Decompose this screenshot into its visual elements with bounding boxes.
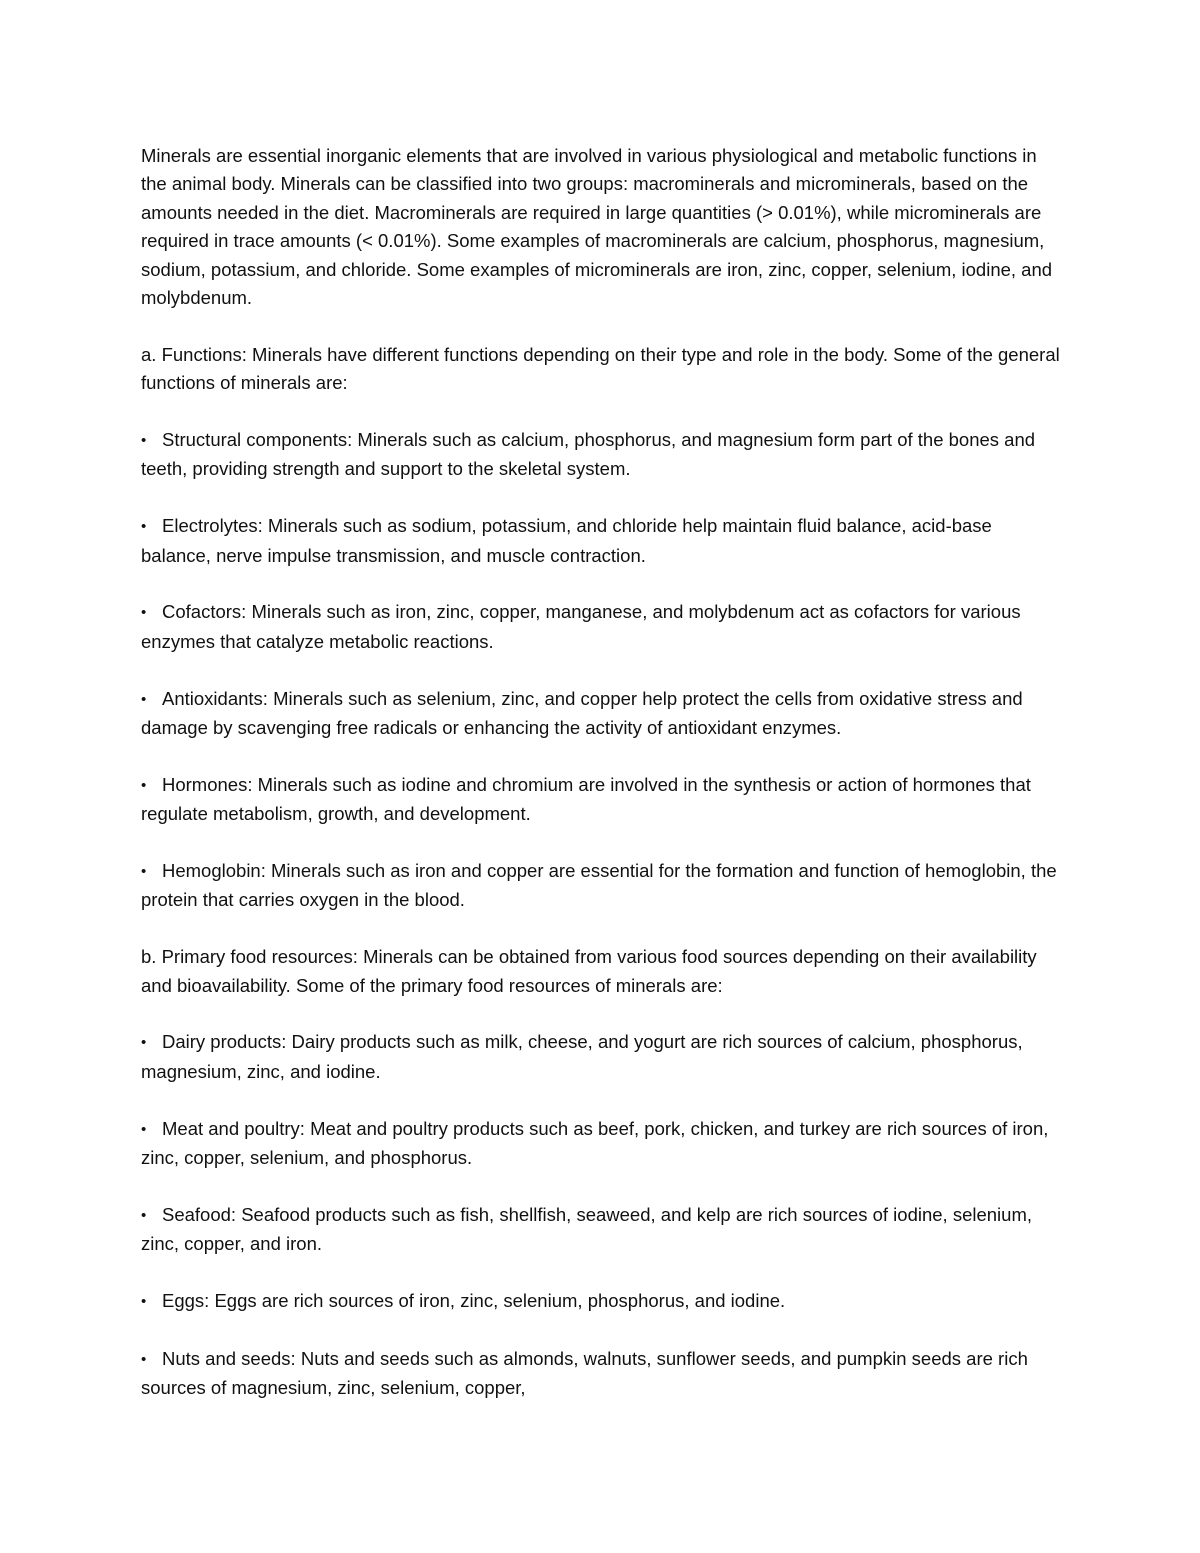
list-item [141, 1115, 1066, 1173]
list-item-text: Cofactors: Minerals such as iron, zinc, copper, manganese, and molybdenum act as cofactors for various enzymes that catalyze metabolic reactions. [141, 601, 1021, 652]
list-item [141, 512, 1066, 570]
bullet-icon: • [141, 1120, 147, 1138]
functions-heading: a. Functions: Minerals have different functions depending on their type and role in the body. Some of the general functions of minerals are: [141, 343, 1060, 394]
bullet-icon: • [141, 776, 147, 794]
list-item-text: Nuts and seeds: Nuts and seeds such as almonds, walnuts, sunflower seeds, and pumpkin seeds are rich sources of magnesium, zinc, selenium, copper, [141, 1347, 1028, 1399]
list-item [141, 1201, 1066, 1259]
bullet-icon: • [141, 1293, 147, 1311]
list-item-text: Hemoglobin: Minerals such as iron and copper are essential for the formation and function of hemoglobin, the protein that carries oxygen in the blood. [141, 860, 1057, 911]
list-item [141, 426, 1066, 484]
bullet-icon: • [141, 518, 147, 536]
list-item-text: Dairy products: Dairy products such as milk, cheese, and yogurt are rich sources of calcium, phosphorus, magnesium, zinc, and iodine. [141, 1031, 1023, 1082]
bullet-icon: • [141, 1206, 147, 1224]
bullet-icon: • [141, 690, 147, 708]
bullet-icon: • [141, 1350, 147, 1368]
bullet-icon: • [141, 604, 147, 622]
list-item-text: Hormones: Minerals such as iodine and chromium are involved in the synthesis or action of hormones that regulate metabolism, growth, and development. [141, 773, 1031, 825]
list-item-text: Electrolytes: Minerals such as sodium, potassium, and chloride help maintain fluid balance, acid-base balance, nerve impulse transmission, and muscle contraction. [141, 515, 992, 566]
list-item-text: Meat and poultry: Meat and poultry products such as beef, pork, chicken, and turkey are rich sources of iron, zinc, copper, selenium, and phosphorus. [141, 1117, 1049, 1169]
list-item-text: Antioxidants: Minerals such as selenium, zinc, and copper help protect the cells from oxidative stress and damage by scavenging free radicals or enhancing the activity of antioxidant enzymes. [141, 687, 1023, 739]
list-item-text: Eggs: Eggs are rich sources of iron, zinc, selenium, phosphorus, and iodine. [162, 1290, 786, 1312]
list-item [141, 1028, 1066, 1086]
list-item [141, 598, 1066, 656]
list-item [141, 857, 1066, 915]
bullet-icon: • [141, 432, 147, 450]
list-item-text: Structural components: Minerals such as calcium, phosphorus, and magnesium form part of the bones and teeth, providing strength and support to the skeletal system. [141, 429, 1036, 480]
document-page [141, 142, 1066, 1431]
list-item [141, 685, 1066, 743]
list-item [141, 1345, 1066, 1403]
list-item [141, 771, 1066, 829]
list-item-text: Seafood: Seafood products such as fish, shellfish, seaweed, and kelp are rich sources of iodine, selenium, zinc, copper, and iron. [141, 1203, 1033, 1255]
bullet-icon: • [141, 1034, 147, 1052]
list-item [141, 1287, 1066, 1316]
food-heading: b. Primary food resources: Minerals can be obtained from various food sources depending on their availability and bioavailability. Some of the primary food resources of minerals are: [141, 946, 1037, 996]
bullet-icon: • [141, 863, 147, 881]
intro-paragraph: Minerals are essential inorganic elements that are involved in various physiological and metabolic functions in the animal body. Minerals can be classified into two groups: macrominerals and microminerals, based on the amounts needed in the diet. Macrominerals are required in large quantities (> 0.01%), while microminerals are required in trace amounts (< 0.01%). Some examples of macrominerals are calcium, phosphorus, magnesium, sodium, potassium, and chloride. Some examples of microminerals are iron, zinc, copper, selenium, iodine, and molybdenum. [141, 145, 1053, 309]
